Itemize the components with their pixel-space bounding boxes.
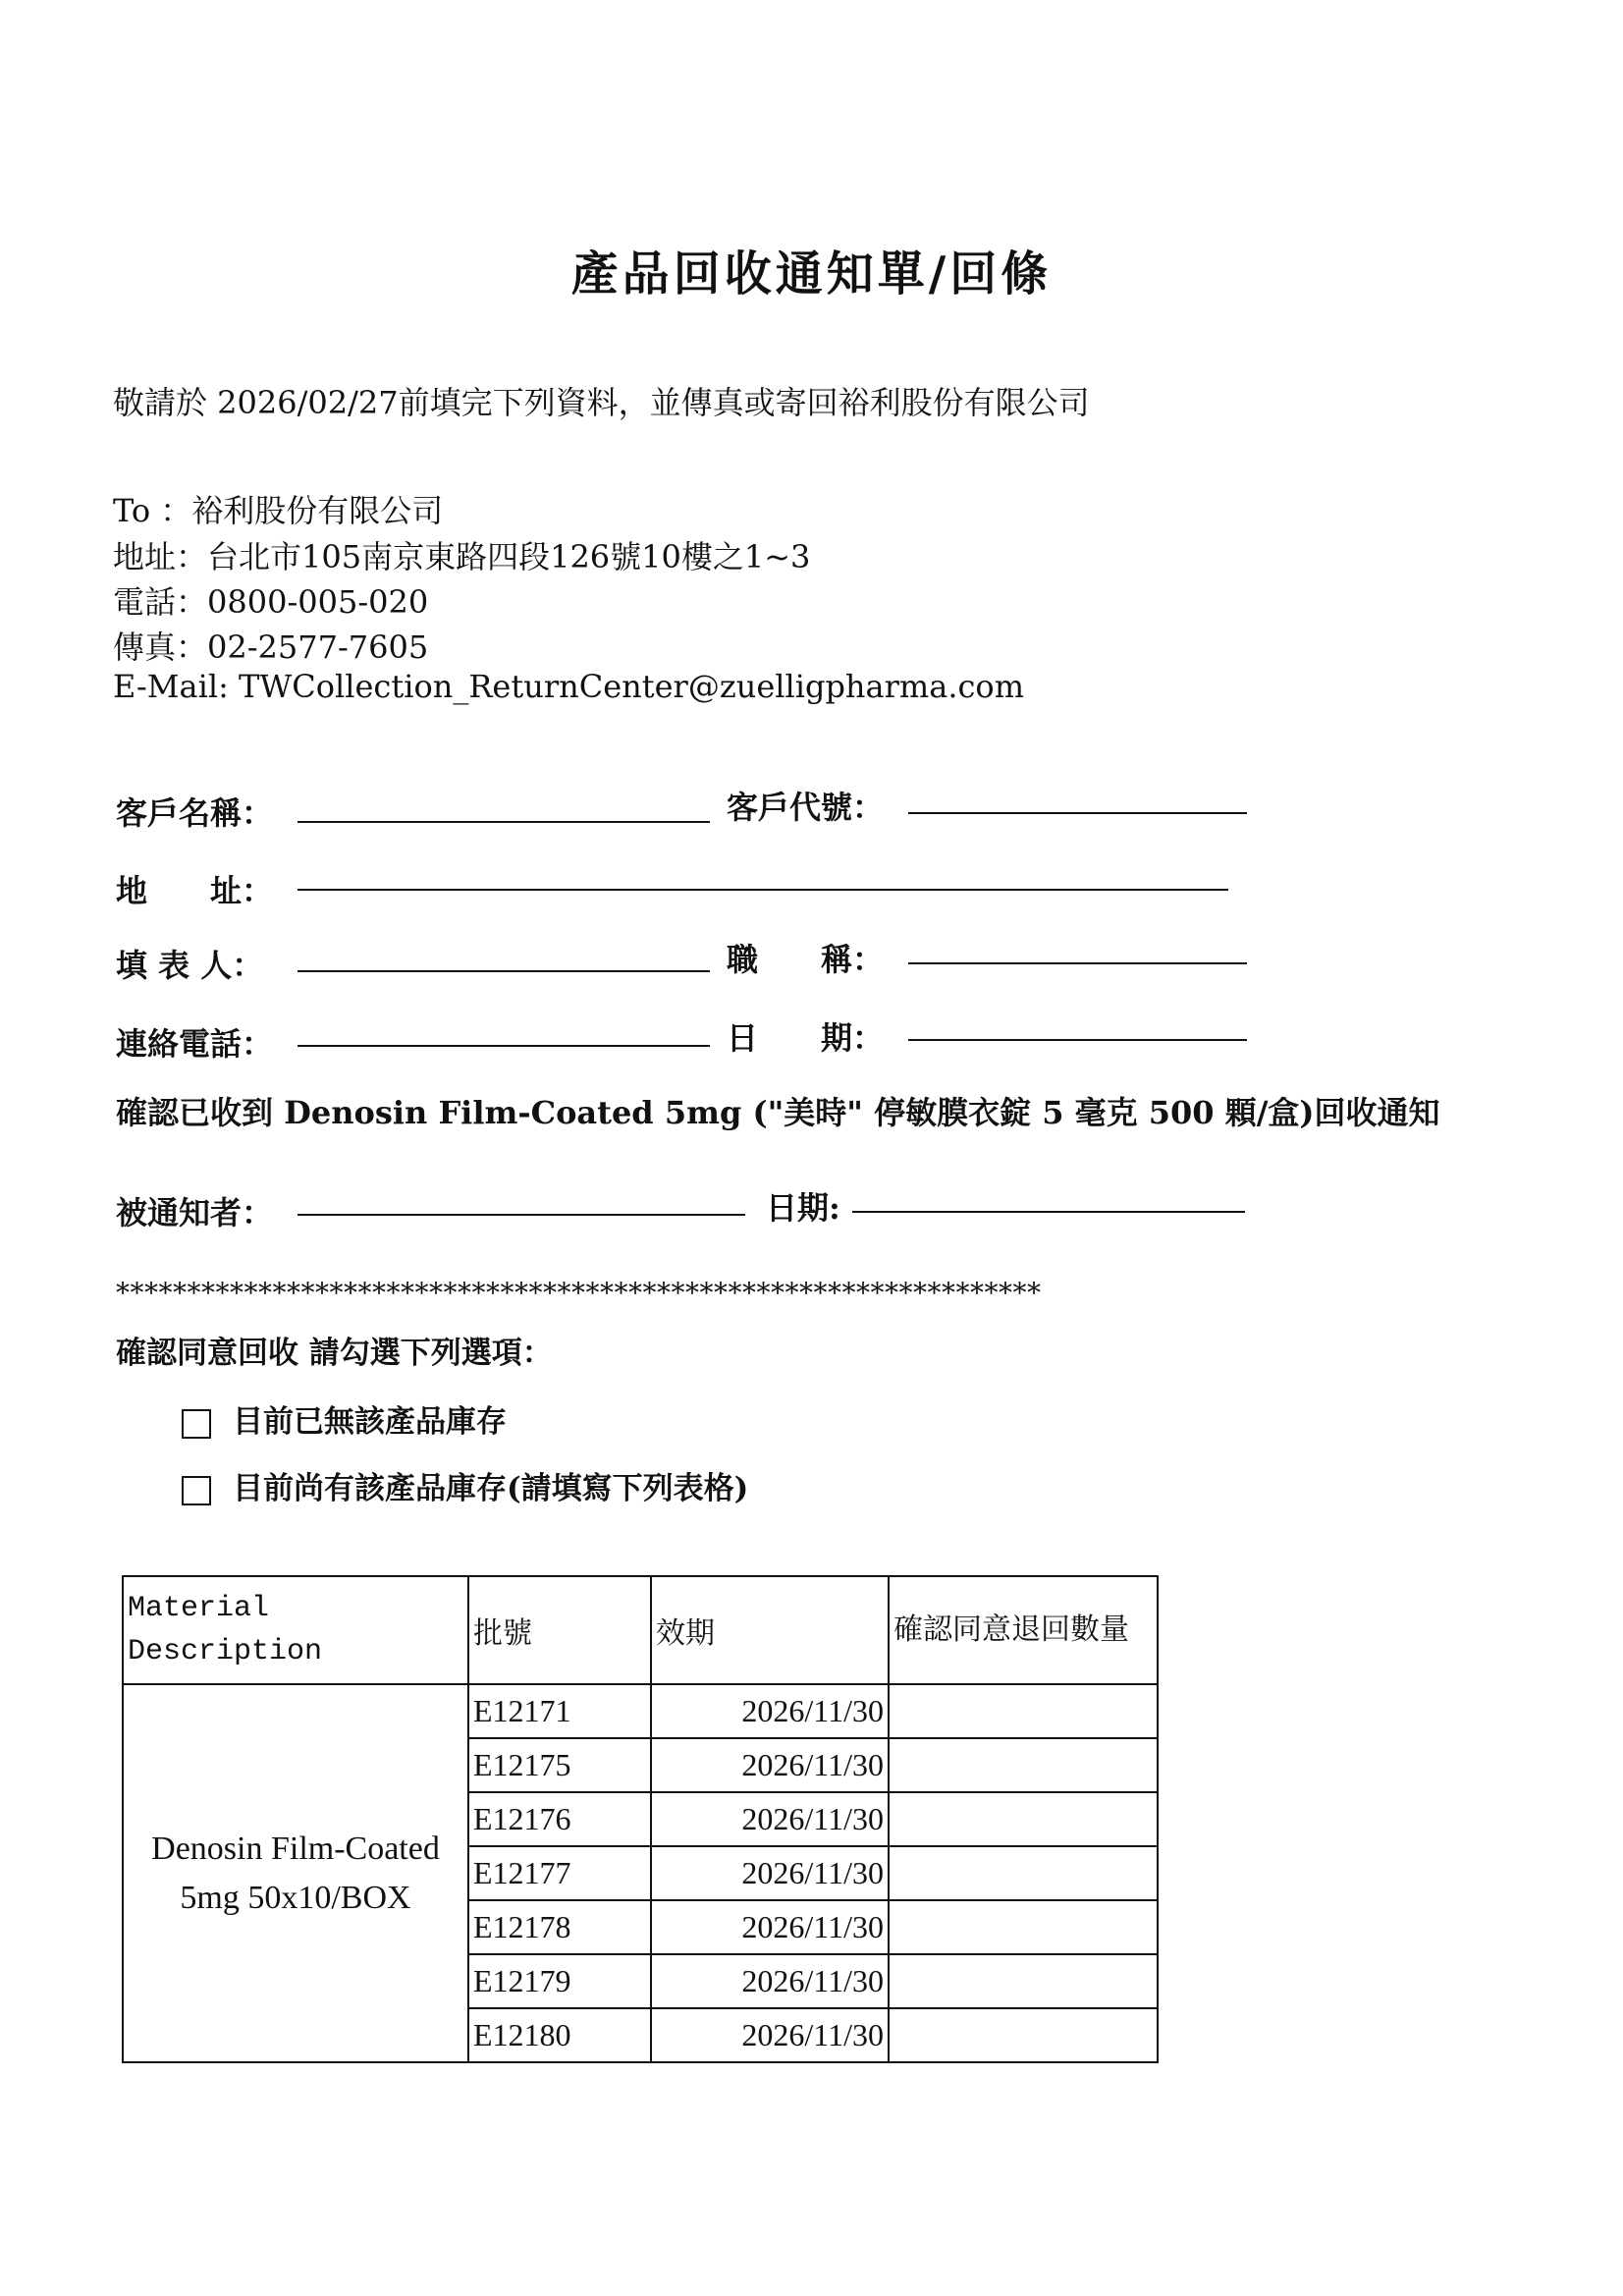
quantity-input-cell[interactable] [889,1900,1158,1954]
customer-code-field[interactable] [908,812,1247,814]
date-label: 日 期： [727,1019,885,1057]
batch-cell: E12177 [468,1846,651,1900]
expiry-cell: 2026/11/30 [651,1738,889,1792]
quantity-input-cell[interactable] [889,1792,1158,1846]
notified-person-label: 被通知者： [116,1194,274,1231]
section-separator: ***************************************************************** [116,1277,1042,1309]
quantity-input-cell[interactable] [889,1846,1158,1900]
no-stock-label: 目前已無該產品庫存 [233,1404,507,1440]
no-stock-checkbox[interactable] [182,1409,211,1439]
fax-line: 傳真：02-2577-7605 [113,629,429,666]
recall-confirmation-text: 確認已收到 Denosin Film-Coated 5mg ("美時" 停敏膜衣錠 5 毫克 500 顆/盒)回收通知 [116,1094,1440,1131]
option-no-stock[interactable] [182,1396,507,1441]
has-stock-checkbox[interactable] [182,1476,211,1505]
option-has-stock[interactable] [182,1463,748,1507]
batch-cell: E12175 [468,1738,651,1792]
customer-code-label: 客戶代號： [727,789,885,826]
batch-cell: E12171 [468,1684,651,1738]
expiry-cell: 2026/11/30 [651,1846,889,1900]
material-pack-size: 5mg 50x10/BOX [180,1879,411,1916]
batch-cell: E12178 [468,1900,651,1954]
agree-prompt: 確認同意回收 請勾選下列選項： [116,1336,553,1371]
phone-line: 電話：0800-005-020 [113,583,429,621]
notified-person-field[interactable] [298,1214,745,1216]
customer-name-field[interactable] [298,821,710,823]
expiry-cell: 2026/11/30 [651,2008,889,2062]
date-field[interactable] [908,1039,1247,1041]
filler-field[interactable] [298,970,710,972]
material-description-cell [123,1684,468,2062]
recipient-line: To ：裕利股份有限公司 [113,492,444,529]
job-title-label: 職 稱： [727,941,885,978]
batch-cell: E12180 [468,2008,651,2062]
notified-date-label: 日期: [766,1189,840,1227]
material-name: Denosin Film-Coated [151,1830,440,1867]
customer-address-field[interactable] [298,889,1228,891]
email-line: E-Mail: TWCollection_ReturnCenter@zuelligpharma.com [113,668,1025,705]
contact-phone-label: 連絡電話： [116,1025,274,1063]
customer-address-label: 地 址： [116,872,274,909]
expiry-cell: 2026/11/30 [651,1954,889,2008]
table-header-row [123,1576,1158,1684]
job-title-field[interactable] [908,962,1247,964]
filler-label: 填 表 人： [116,947,264,984]
header-material: Material Description [123,1576,468,1684]
address-line: 地址：台北市105南京東路四段126號10樓之1~3 [113,538,811,575]
table-row [123,1684,1158,1738]
batch-cell: E12179 [468,1954,651,2008]
batch-cell: E12176 [468,1792,651,1846]
quantity-input-cell[interactable] [889,1954,1158,2008]
return-deadline-notice: 敬請於 2026/02/27前填完下列資料，並傳真或寄回裕利股份有限公司 [113,384,1090,421]
expiry-cell: 2026/11/30 [651,1900,889,1954]
header-quantity: 確認同意退回數量 [889,1576,1158,1684]
has-stock-label: 目前尚有該產品庫存(請填寫下列表格) [233,1471,749,1506]
quantity-input-cell[interactable] [889,1684,1158,1738]
recall-stock-table [122,1575,1159,2063]
header-batch: 批號 [468,1576,651,1684]
notified-date-field[interactable] [852,1211,1245,1213]
page-title: 產品回收通知單/回條 [570,246,1053,301]
contact-phone-field[interactable] [298,1045,710,1047]
header-expiry: 效期 [651,1576,889,1684]
quantity-input-cell[interactable] [889,1738,1158,1792]
expiry-cell: 2026/11/30 [651,1792,889,1846]
quantity-input-cell[interactable] [889,2008,1158,2062]
customer-name-label: 客戶名稱： [116,794,274,832]
expiry-cell: 2026/11/30 [651,1684,889,1738]
